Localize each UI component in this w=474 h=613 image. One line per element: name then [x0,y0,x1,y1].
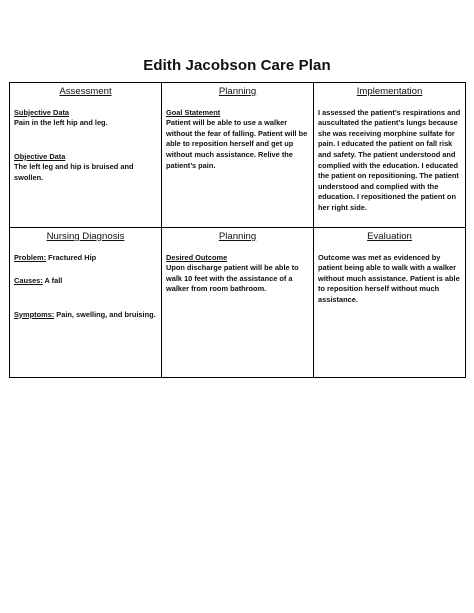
evaluation-cell [314,228,466,378]
causes-line [14,276,157,287]
desired-outcome-label: Desired Outcome [166,252,228,262]
symptoms-line [14,310,157,321]
subjective-data-label: Subjective Data [14,107,70,117]
planning-outcome-cell [162,228,314,378]
problem-label: Problem: [14,252,47,262]
causes-text: A fall [42,276,63,286]
page-title: Edith Jacobson Care Plan [143,57,331,74]
evaluation-text: Outcome was met as evidenced by patient being able to walk with a walker without much assistance. Patient is able to reposition herself without much assistance. [318,252,460,304]
evaluation-header: Evaluation [367,231,412,242]
planning-cell [162,83,314,228]
implementation-header: Implementation [356,86,423,97]
implementation-text: I assessed the patient’s respirations and auscultated the patient’s lungs because she was receiving morphine sulfate for pain. I educated the patient on fall risk and safety. The patient understood and complied with the education. I educated the patient on repositioning. The patient understood and complied with the education. I repositioned the patient on her right side. [318,107,461,212]
planning-header-2: Planning [218,231,257,242]
assessment-header: Assessment [59,86,112,97]
causes-label: Causes: [14,276,43,286]
goal-statement-text: Patient will be able to use a walker without the fear of falling. Patient will be able to reposition herself and get up without much assistance. Relive the patient’s pain. [166,118,308,170]
problem-line [14,253,157,264]
goal-statement-label: Goal Statement [166,107,221,117]
nursing-diagnosis-cell [10,228,162,378]
implementation-cell [314,83,466,228]
desired-outcome-text: Upon discharge patient will be able to walk 10 feet with the assistance of a walker from room bathroom. [166,263,299,294]
objective-data-label: Objective Data [14,151,66,161]
symptoms-label: Symptoms: [14,309,55,319]
assessment-cell [10,83,162,228]
table-row [10,228,466,378]
objective-data-text: The left leg and hip is bruised and swollen. [14,162,134,182]
symptoms-text: Pain, swelling, and bruising. [54,309,156,319]
problem-text: Fractured Hip [46,252,97,262]
nursing-diagnosis-header: Nursing Diagnosis [46,231,125,242]
table-row [10,83,466,228]
planning-header: Planning [218,86,257,97]
subjective-data-text: Pain in the left hip and leg. [14,118,108,128]
care-plan-table [9,82,466,378]
